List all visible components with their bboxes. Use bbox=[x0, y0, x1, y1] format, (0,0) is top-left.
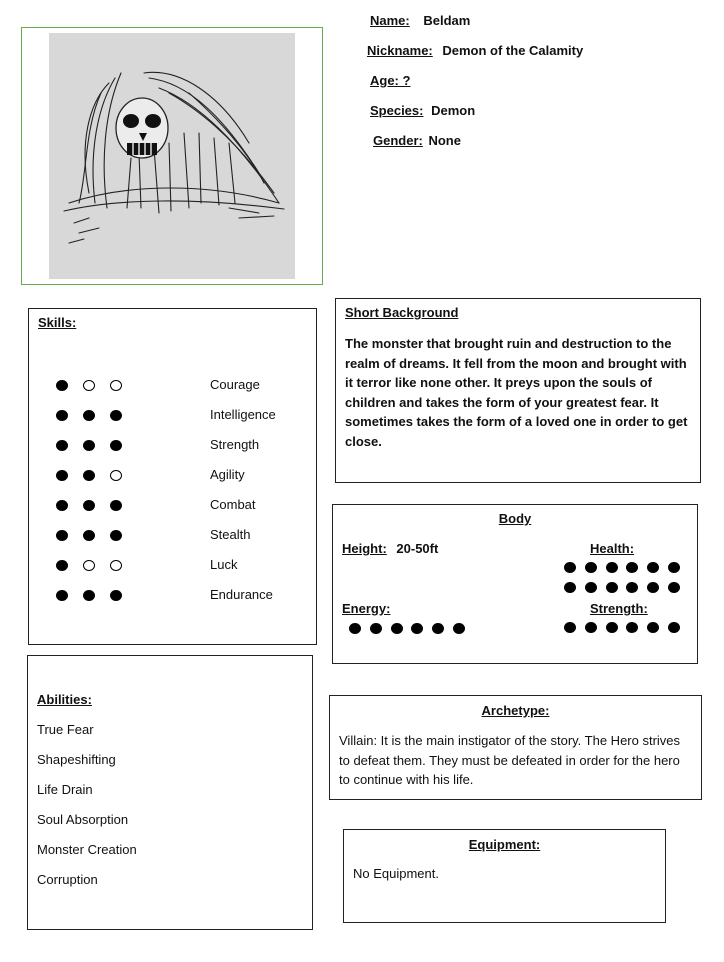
strength-dot-icon bbox=[668, 622, 680, 633]
filled-dot-icon bbox=[83, 440, 95, 451]
skill-label: Strength bbox=[210, 437, 260, 453]
portrait-image bbox=[49, 33, 295, 279]
name-value: Beldam bbox=[423, 13, 471, 28]
background-text: The monster that brought ruin and destruction to the realm of dreams. It fell from the moon and brought with it terror like none other. It preys upon the souls of children and takes the form of your greatest fear. It sometimes takes the form of a loved one in order to get close. bbox=[345, 336, 688, 449]
height-value: 20-50ft bbox=[396, 541, 439, 556]
height-label: Height: bbox=[342, 541, 387, 556]
energy-dot-icon bbox=[349, 623, 361, 634]
energy-dot-icon bbox=[453, 623, 465, 634]
health-dot-icon bbox=[585, 582, 597, 593]
health-dot-icon bbox=[626, 582, 638, 593]
health-dot-icon bbox=[647, 562, 659, 573]
ability-item: Corruption bbox=[37, 872, 98, 887]
profile-gender bbox=[373, 133, 461, 148]
filled-dot-icon bbox=[110, 500, 122, 511]
energy-dot-icon bbox=[370, 623, 382, 634]
skill-label: Stealth bbox=[210, 527, 251, 543]
archetype-title: Archetype: bbox=[481, 703, 550, 718]
archetype-box bbox=[329, 695, 702, 800]
gender-label: Gender: bbox=[373, 133, 423, 148]
body-height bbox=[342, 541, 438, 556]
skill-row bbox=[56, 586, 306, 602]
health-label: Health: bbox=[590, 541, 635, 556]
filled-dot-icon bbox=[56, 530, 68, 541]
body-title: Body bbox=[498, 511, 532, 526]
skill-row bbox=[56, 376, 306, 392]
strength-label: Strength: bbox=[590, 601, 648, 616]
profile-age bbox=[370, 73, 410, 88]
skills-title: Skills: bbox=[38, 315, 77, 330]
strength-dot-icon bbox=[585, 622, 597, 633]
filled-dot-icon bbox=[110, 590, 122, 601]
skill-rating bbox=[56, 437, 210, 452]
background-title: Short Background bbox=[345, 305, 459, 320]
health-dot-icon bbox=[647, 582, 659, 593]
filled-dot-icon bbox=[83, 590, 95, 601]
ability-item: Life Drain bbox=[37, 782, 93, 797]
age-label: Age: ? bbox=[370, 73, 411, 88]
empty-dot-icon bbox=[110, 560, 122, 571]
empty-dot-icon bbox=[83, 560, 95, 571]
skill-row bbox=[56, 466, 306, 482]
filled-dot-icon bbox=[110, 530, 122, 541]
profile-species bbox=[370, 103, 475, 118]
skill-row bbox=[56, 436, 306, 452]
filled-dot-icon bbox=[110, 410, 122, 421]
skill-rating bbox=[56, 407, 210, 422]
filled-dot-icon bbox=[56, 380, 68, 391]
energy-dot-icon bbox=[391, 623, 403, 634]
nickname-value: Demon of the Calamity bbox=[442, 43, 584, 58]
skill-label: Combat bbox=[210, 497, 256, 513]
filled-dot-icon bbox=[110, 440, 122, 451]
skill-label: Agility bbox=[210, 467, 245, 483]
skill-rating bbox=[56, 467, 210, 482]
health-dot-icon bbox=[564, 582, 576, 593]
skill-row bbox=[56, 556, 306, 572]
skill-label: Endurance bbox=[210, 587, 273, 603]
profile-nickname bbox=[367, 43, 583, 58]
health-dot-icon bbox=[606, 562, 618, 573]
skill-label: Courage bbox=[210, 377, 260, 393]
health-dot-icon bbox=[626, 562, 638, 573]
skill-label: Intelligence bbox=[210, 407, 276, 423]
filled-dot-icon bbox=[83, 530, 95, 541]
gender-value: None bbox=[428, 133, 461, 148]
energy-label: Energy: bbox=[342, 601, 391, 616]
profile-name bbox=[370, 13, 470, 28]
empty-dot-icon bbox=[110, 470, 122, 481]
energy-dot-icon bbox=[411, 623, 423, 634]
skill-rating bbox=[56, 497, 210, 512]
portrait-frame bbox=[21, 27, 323, 285]
equipment-title: Equipment: bbox=[468, 837, 541, 852]
strength-dot-icon bbox=[564, 622, 576, 633]
strength-dot-icon bbox=[647, 622, 659, 633]
skill-row bbox=[56, 406, 306, 422]
strength-dot-icon bbox=[626, 622, 638, 633]
equipment-box bbox=[343, 829, 666, 923]
species-value: Demon bbox=[431, 103, 476, 118]
skill-rating bbox=[56, 587, 210, 602]
strength-dot-icon bbox=[606, 622, 618, 633]
skill-row bbox=[56, 526, 306, 542]
health-dot-icon bbox=[585, 562, 597, 573]
health-dot-icon bbox=[668, 582, 680, 593]
body-box bbox=[332, 504, 698, 664]
skills-box bbox=[28, 308, 317, 645]
name-label: Name: bbox=[370, 13, 410, 28]
abilities-title: Abilities: bbox=[37, 692, 92, 707]
skill-rating bbox=[56, 377, 210, 392]
abilities-box bbox=[27, 655, 313, 930]
skill-label: Luck bbox=[210, 557, 238, 573]
filled-dot-icon bbox=[56, 590, 68, 601]
filled-dot-icon bbox=[56, 560, 68, 571]
health-dot-icon bbox=[668, 562, 680, 573]
archetype-text: Villain: It is the main instigator of the story. The Hero strives to defeat them. They must be defeated in order for the hero to continue with his life. bbox=[339, 733, 681, 787]
filled-dot-icon bbox=[56, 440, 68, 451]
species-label: Species: bbox=[370, 103, 424, 118]
empty-dot-icon bbox=[110, 380, 122, 391]
background-box bbox=[335, 298, 701, 483]
health-dot-icon bbox=[564, 562, 576, 573]
ability-item: True Fear bbox=[37, 722, 94, 737]
skill-row bbox=[56, 496, 306, 512]
ability-item: Monster Creation bbox=[37, 842, 137, 857]
health-dot-icon bbox=[606, 582, 618, 593]
filled-dot-icon bbox=[56, 410, 68, 421]
empty-dot-icon bbox=[83, 380, 95, 391]
filled-dot-icon bbox=[83, 470, 95, 481]
ability-item: Shapeshifting bbox=[37, 752, 116, 767]
filled-dot-icon bbox=[83, 500, 95, 511]
equipment-text: No Equipment. bbox=[353, 866, 439, 881]
ability-item: Soul Absorption bbox=[37, 812, 129, 827]
nickname-label: Nickname: bbox=[367, 43, 433, 58]
skill-rating bbox=[56, 527, 210, 542]
filled-dot-icon bbox=[56, 470, 68, 481]
energy-dot-icon bbox=[432, 623, 444, 634]
filled-dot-icon bbox=[56, 500, 68, 511]
skill-rating bbox=[56, 557, 210, 572]
filled-dot-icon bbox=[83, 410, 95, 421]
